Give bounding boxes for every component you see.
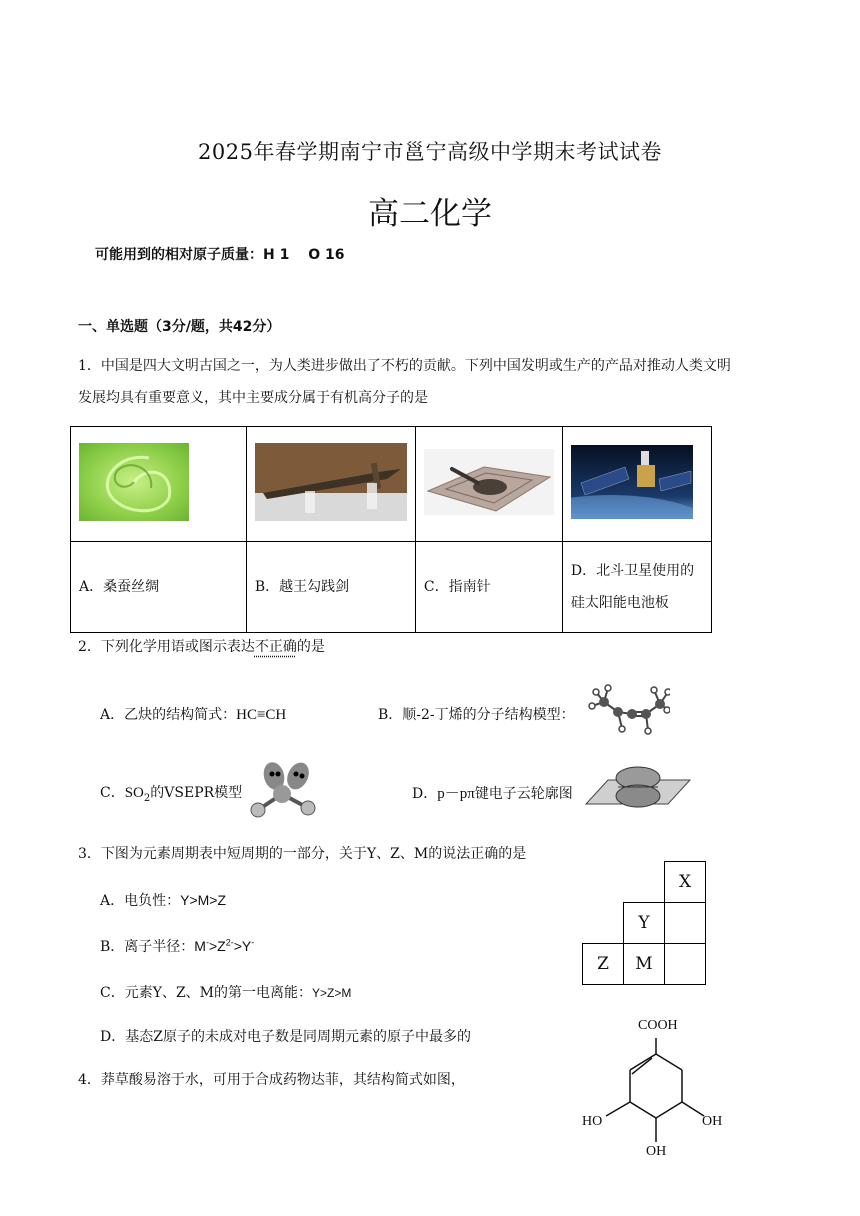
q1-option-c-label: C．指南针 (423, 579, 491, 595)
pt-empty (624, 862, 665, 903)
sword-image (255, 443, 407, 521)
p-p-pi-bond-icon (584, 764, 692, 808)
exam-title: 2025年春学期南宁市邕宁高级中学期末考试试卷 (198, 140, 662, 164)
q2-option-c-subscript: 2 (143, 792, 151, 804)
q1-option-a (71, 542, 247, 633)
q3-option-b-gt1: >Z (208, 938, 226, 954)
q4-stem: 4．莽草酸易溶于水，可用于合成药物达菲，其结构简式如图， (78, 1072, 465, 1088)
q3-option-b (100, 936, 254, 956)
q2-option-a-formula: HC≡CH (236, 707, 287, 723)
q2-option-a-label: A．乙炔的结构简式： (100, 707, 237, 723)
q2-stem (78, 631, 325, 663)
q1-options-table (70, 426, 712, 633)
q1-stem-line1: 1．中国是四大文明古国之一，为人类进步做出了不朽的贡献。下列中国发明或生产的产品对推动人类文明 (78, 358, 731, 374)
q3-option-b-label: B．离子半径： (100, 939, 195, 955)
pt-blank-cell (665, 903, 706, 944)
q2-stem-post: 的是 (296, 639, 325, 655)
q3-option-c (100, 982, 351, 1002)
q3-option-b-gt2: >Y (233, 938, 252, 954)
q1-option-b-label: B．越王勾践剑 (254, 579, 350, 595)
q3-option-d: D．基态Z原子的未成对电子数是同周期元素的原子中最多的 (100, 1029, 471, 1045)
q2-option-a (100, 704, 286, 724)
silk-image (79, 443, 189, 521)
oh-bottom-label: OH (646, 1144, 667, 1159)
periodic-table-fragment (582, 861, 706, 985)
q3-option-a (100, 890, 226, 910)
q1-option-d-label-line1: D．北斗卫星使用的 (570, 563, 695, 579)
q2-option-b (378, 704, 575, 724)
q1-option-c (415, 542, 562, 633)
so2-vsepr-icon (244, 760, 322, 822)
q3-option-a-label: A．电负性： (100, 893, 181, 909)
q2-option-c (100, 782, 242, 804)
q1-cell-b-image (246, 427, 415, 542)
q3-option-b-m-sup: - (205, 937, 209, 948)
butene-model-icon (588, 682, 670, 738)
oh-right-label: OH (702, 1114, 723, 1129)
pt-blank-cell (665, 944, 706, 985)
compass-image (424, 449, 554, 515)
shikimic-acid-structure (582, 1016, 732, 1166)
q2-option-d-post: 键电子云轮廓图 (474, 786, 573, 802)
q2-option-c-post: 的VSEPR模型 (150, 785, 243, 801)
cooh-label: COOH (638, 1018, 678, 1033)
pt-element-y: Y (624, 903, 665, 944)
q3-option-a-formula: Y>M>Z (180, 892, 227, 908)
section-heading: 一、单选题（3分/题，共42分） (78, 319, 281, 335)
q2-option-d-formula: p－pπ (437, 786, 475, 802)
ho-left-label: HO (582, 1114, 603, 1129)
q2-option-c-formula: SO (124, 785, 144, 801)
q1-option-a-label: A．桑蚕丝绸 (79, 579, 160, 595)
q3-stem: 3．下图为元素周期表中短周期的一部分，关于Y、Z、M的说法正确的是 (78, 846, 527, 862)
q2-option-d-label: D． (412, 786, 438, 802)
q1-option-d (562, 542, 711, 633)
pt-empty (583, 862, 624, 903)
q1-cell-c-image (415, 427, 562, 542)
q2-option-c-label: C． (100, 785, 125, 801)
q3-option-b-z-sup: 2- (225, 937, 234, 948)
q3-option-b-y-sup: - (251, 937, 255, 948)
q1-option-b (246, 542, 415, 633)
q3-option-c-formula: Y>Z>M (312, 986, 352, 1000)
q1-stem-line2: 发展均具有重要意义，其中主要成分属于有机高分子的是 (78, 390, 428, 406)
q3-option-b-m: M (194, 938, 206, 954)
pt-element-x: X (665, 862, 706, 903)
q2-stem-emphasis: 不正确 (254, 639, 297, 655)
subject-title: 高二化学 (368, 196, 492, 232)
satellite-image (571, 445, 693, 519)
pt-element-z: Z (583, 944, 624, 985)
q2-option-d (412, 782, 573, 803)
pt-empty (583, 903, 624, 944)
q2-option-b-label: B．顺-2-丁烯的分子结构模型： (378, 707, 575, 723)
q1-option-d-label-line2: 硅太阳能电池板 (570, 595, 669, 611)
q1-cell-a-image (71, 427, 247, 542)
q2-stem-pre: 2．下列化学用语或图示表达 (78, 639, 255, 655)
pt-element-m: M (624, 944, 665, 985)
q1-cell-d-image (562, 427, 711, 542)
q3-option-c-label: C．元素Y、Z、M的第一电离能： (100, 985, 313, 1001)
atomic-mass-note: 可能用到的相对原子质量：H 1 O 16 (95, 247, 345, 263)
